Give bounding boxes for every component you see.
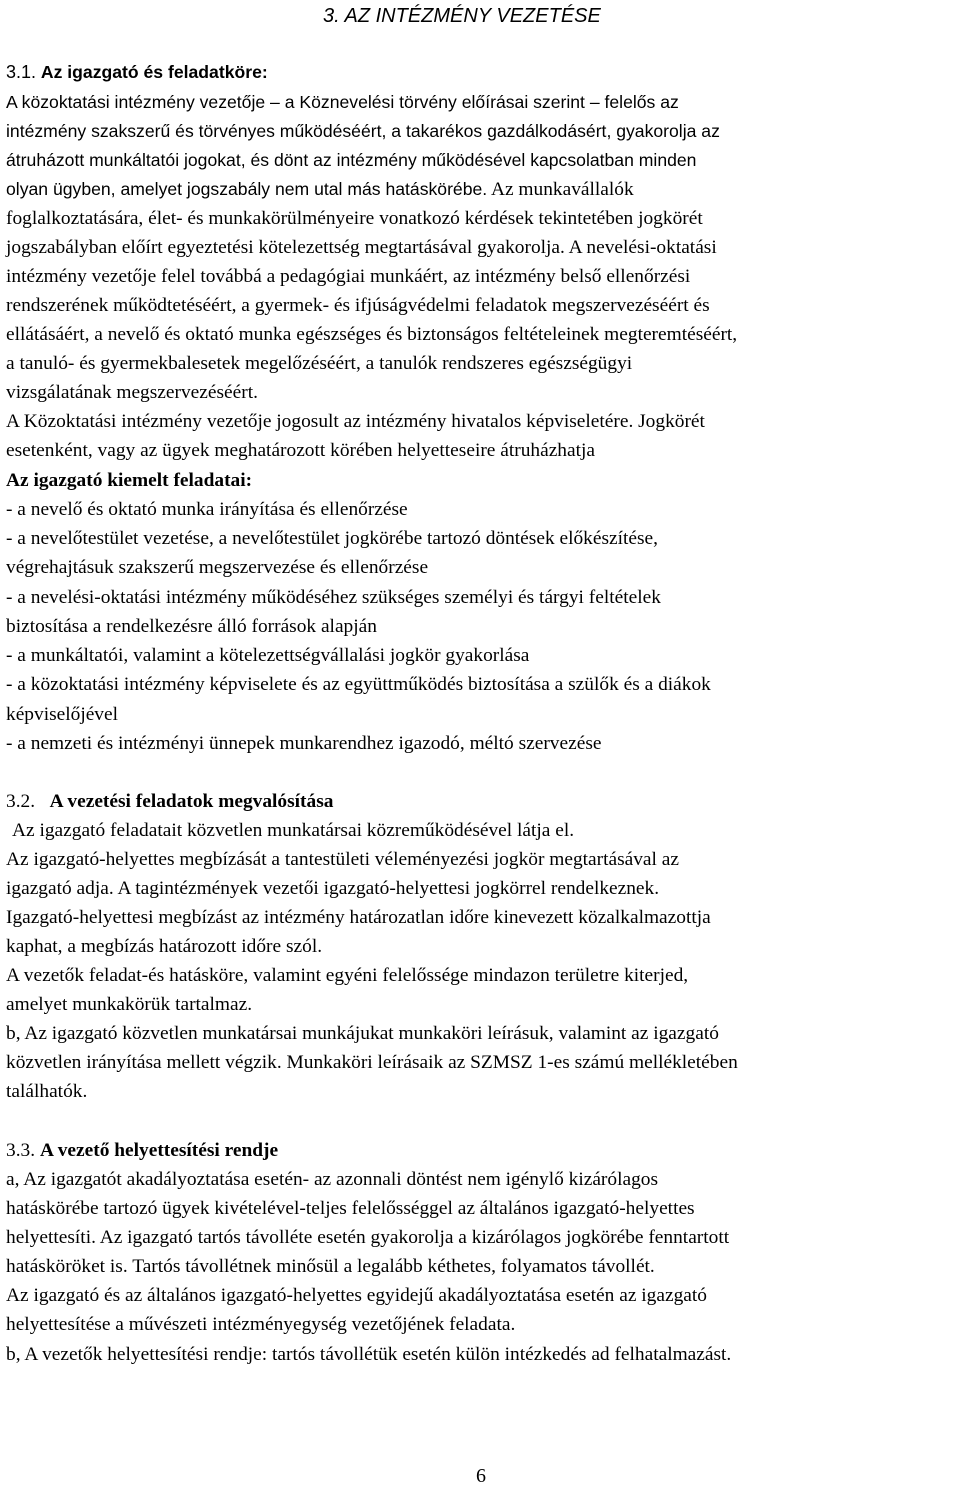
- section-3-3-heading: [6, 1136, 278, 1165]
- paragraph-line: találhatók.: [6, 1081, 88, 1102]
- task-item: képviselőjével: [6, 704, 118, 725]
- paragraph-line: [6, 175, 634, 204]
- paragraph-line: hatáskörébe tartozó ügyek kivételével-teljes felelősséggel az általános igazgató-helyettes: [6, 1198, 695, 1219]
- section-3-2-heading: [6, 787, 333, 816]
- section-3-1-heading: [6, 58, 268, 87]
- tasks-heading: Az igazgató kiemelt feladatai:: [6, 470, 253, 491]
- task-item: - a nevelőtestület vezetése, a nevelőtestület jogkörébe tartozó döntések előkészítése,: [6, 528, 659, 549]
- paragraph-line: A vezetők feladat-és hatásköre, valamint egyéni felelőssége mindazon területre kiterjed,: [6, 965, 689, 986]
- task-item: - a nevelő és oktató munka irányítása és ellenőrzése: [6, 499, 408, 520]
- paragraph-line: Az igazgató feladatait közvetlen munkatársai közreműködésével látja el.: [12, 820, 575, 841]
- paragraph-line: ellátásáért, a nevelő és oktató munka egészséges és biztonságos feltételeinek megteremtéséért,: [6, 324, 738, 345]
- task-item: - a nemzeti és intézményi ünnepek munkarendhez igazodó, méltó szervezése: [6, 733, 602, 754]
- section-title: A vezetési feladatok megvalósítása: [49, 791, 334, 812]
- paragraph-line: foglalkoztatására, élet- és munkakörülményeire vonatkozó kérdések tekintetében jogkörét: [6, 208, 703, 229]
- text-segment: olyan ügyben, amelyet jogszabály nem utal más hatáskörébe.: [6, 179, 488, 199]
- paragraph-line: b, A vezetők helyettesítési rendje: tartós távollétük esetén külön intézkedés ad felhatalmazást.: [6, 1344, 732, 1365]
- text-segment: jogszabályban előírt egyeztetési kötelezettség megtartásával gyakorolja.: [6, 237, 565, 258]
- text-segment: Az munkavállalók: [490, 179, 634, 200]
- paragraph-line: Az igazgató-helyettes megbízását a tantestületi véleményezési jogkör megtartásával az: [6, 849, 679, 870]
- section-number: 3.1.: [6, 62, 37, 82]
- paragraph-line: Az igazgató és az általános igazgató-helyettes egyidejű akadályoztatása esetén az igazgató: [6, 1285, 707, 1306]
- paragraph-line: A Közoktatási intézmény vezetője jogosult az intézmény hivatalos képviseletére. Jogkörét: [6, 411, 705, 432]
- paragraph-line: átruházott munkáltatói jogokat, és dönt az intézmény működésével kapcsolatban minden: [6, 150, 697, 170]
- paragraph-line: kaphat, a megbízás határozott időre szól.: [6, 936, 323, 957]
- paragraph-line: vizsgálatának megszervezéséért.: [6, 382, 258, 403]
- paragraph-line: intézmény szakszerű és törvényes működéséért, a takarékos gazdálkodásért, gyakorolja az: [6, 121, 720, 141]
- paragraph-line: a tanuló- és gyermekbalesetek megelőzéséért, a tanulók rendszeres egészségügyi: [6, 353, 633, 374]
- paragraph-line: b, Az igazgató közvetlen munkatársai munkájukat munkaköri leírásuk, valamint az igazgató: [6, 1023, 719, 1044]
- section-title: Az igazgató és feladatköre:: [40, 62, 268, 82]
- task-item: - a munkáltatói, valamint a kötelezettségvállalási jogkör gyakorlása: [6, 645, 530, 666]
- paragraph-line: esetenként, vagy az ügyek meghatározott körében helyetteseire átruházhatja: [6, 440, 595, 461]
- section-title: A vezető helyettesítési rendje: [39, 1140, 279, 1161]
- section-number: 3.2.: [6, 791, 36, 812]
- paragraph-line: [6, 233, 717, 262]
- task-item: - a nevelési-oktatási intézmény működéséhez szükséges személyi és tárgyi feltételek: [6, 587, 661, 608]
- paragraph-line: a, Az igazgatót akadályoztatása esetén- az azonnali döntést nem igénylő kizárólagos: [6, 1169, 659, 1190]
- paragraph-line: hatásköröket is. Tartós távollétnek minősül a legalább kéthetes, folyamatos távollét.: [6, 1256, 655, 1277]
- paragraph-line: Igazgató-helyettesi megbízást az intézmény határozatlan időre kinevezett közalkalmazottja: [6, 907, 711, 928]
- paragraph-line: közvetlen irányítása mellett végzik. Munkaköri leírásaik az SZMSZ 1-es számú mellékletében: [6, 1052, 738, 1073]
- text-segment: A nevelési-oktatási: [568, 237, 717, 258]
- paragraph-line: intézmény vezetője felel továbbá a pedagógiai munkáért, az intézmény belső ellenőrzési: [6, 266, 691, 287]
- paragraph-line: igazgató adja. A tagintézmények vezetői igazgató-helyettesi jogkörrel rendelkeznek.: [6, 878, 660, 899]
- section-number: 3.3.: [6, 1140, 36, 1161]
- paragraph-line: helyettesíti. Az igazgató tartós távolléte esetén gyakorolja a kizárólagos jogkörébe fenntartott: [6, 1227, 730, 1248]
- task-item: - a közoktatási intézmény képviselete és az együttműködés biztosítása a szülők és a diákok: [6, 674, 711, 695]
- paragraph-line: helyettesítése a művészeti intézményegység vezetőjének feladata.: [6, 1314, 516, 1335]
- paragraph-line: A közoktatási intézmény vezetője – a Köznevelési törvény előírásai szerint – felelős az: [6, 92, 679, 112]
- chapter-title: 3. AZ INTÉZMÉNY VEZETÉSE: [323, 5, 601, 27]
- paragraph-line: rendszerének működtetéséért, a gyermek- és ifjúságvédelmi feladatok megszervezéséért és: [6, 295, 710, 316]
- page-number: 6: [476, 1465, 486, 1487]
- paragraph-line: amelyet munkakörük tartalmaz.: [6, 994, 253, 1015]
- task-item: végrehajtásuk szakszerű megszervezése és ellenőrzése: [6, 557, 429, 578]
- task-item: biztosítása a rendelkezésre álló források alapján: [6, 616, 377, 637]
